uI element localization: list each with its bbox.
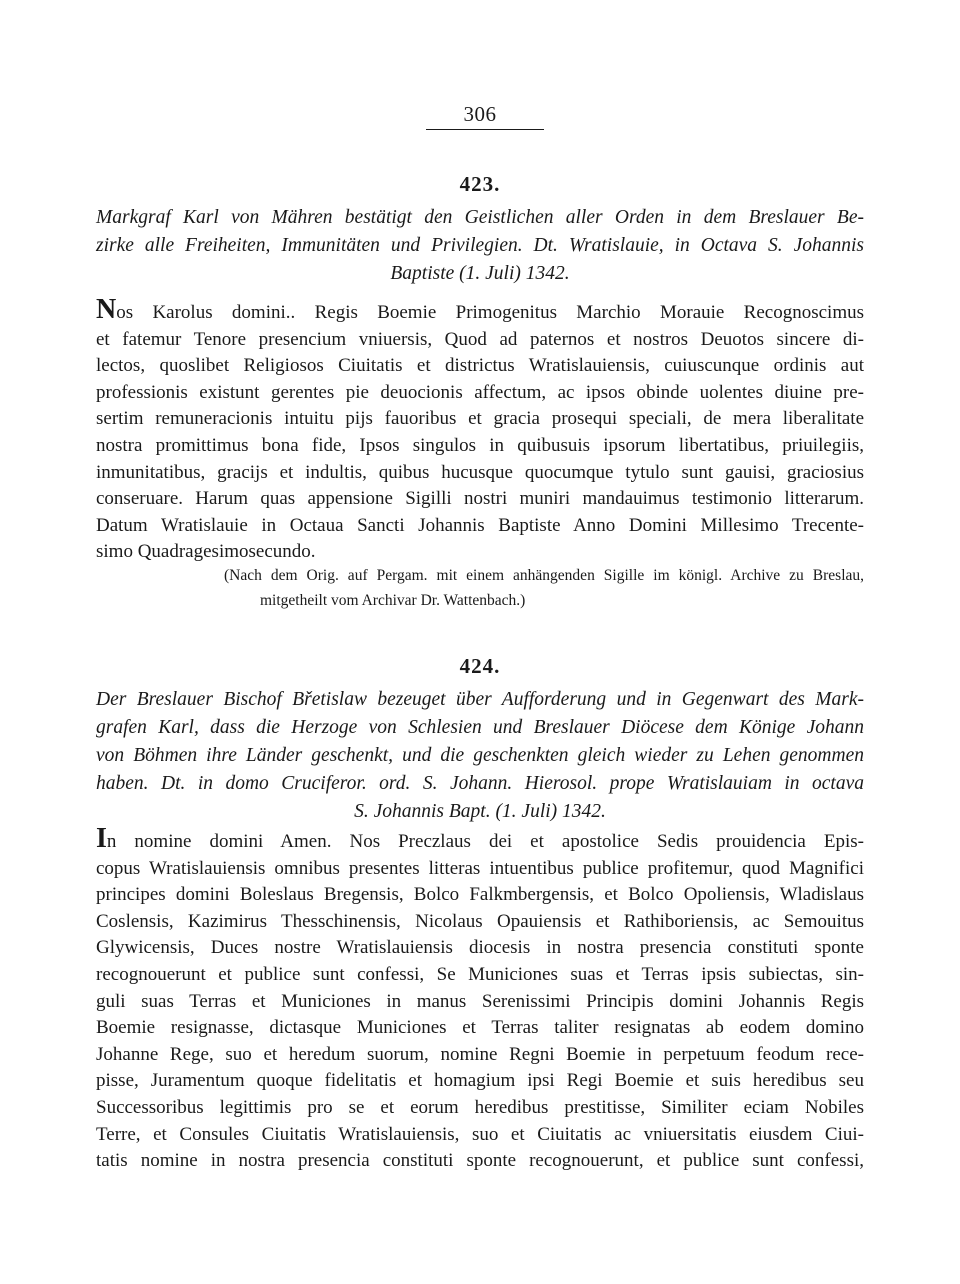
body-line: Coslensis, Kazimirus Thesschinensis, Nicolaus Opauiensis et Rathiboriensis, ac Semouitus [96, 910, 864, 932]
body-line [96, 294, 864, 327]
heading-line: S. Johannis Bapt. (1. Juli) 1342. [354, 801, 606, 822]
body-line-text: n nomine domini Amen. Nos Preczlaus dei et apostolice Sedis prouidencia Epis- [106, 831, 864, 852]
body-line-text: os Karolus domini.. Regis Boemie Primogenitus Marchio Morauie Recognoscimus [116, 302, 864, 323]
heading-line: zirke alle Freiheiten, Immunitäten und Privilegien. Dt. Wratislauie, in Octava S. Johannis [96, 235, 864, 256]
body-line: principes domini Boleslaus Bregensis, Bolco Falkmbergensis, et Bolco Opoliensis, Wladislaus [96, 884, 864, 906]
initial-letter: N [96, 294, 117, 325]
body-line [96, 823, 864, 856]
body-line: Boemie resignasse, dictasque Municiones et Terras taliter resignatas ab eodem domino [96, 1017, 864, 1039]
heading-line: grafen Karl, dass die Herzoge von Schlesien und Breslauer Diöcese dem Könige Johann [96, 717, 864, 738]
body-line: Datum Wratislauie in Octaua Sancti Johannis Baptiste Anno Domini Millesimo Trecente- [96, 514, 864, 536]
body-line: Successoribus legittimis pro se et eorum heredibus prestitisse, Similiter eciam Nobiles [96, 1096, 864, 1118]
heading-line: haben. Dt. in domo Cruciferor. ord. S. Johann. Hierosol. prope Wratislauiam in octava [96, 773, 864, 794]
page-number: 306 [463, 102, 497, 126]
body-line: Glywicensis, Duces nostre Wratislauiensis diocesis in nostra presencia constituti sponte [96, 937, 864, 959]
body-line: sertim remuneracionis intuitu pijs fauoribus et gracia prosequi speciali, de mera liberalitate [96, 408, 864, 430]
document-heading-424 [96, 686, 864, 826]
document-number-424: 424. [459, 654, 501, 678]
body-line: tatis nomine in nostra presencia constituti sponte recognouerunt, et publice sunt confessi, [96, 1150, 864, 1172]
body-line: copus Wratislauiensis omnibus presentes litteras intuentibus publice profitemur, quod Magnifici [96, 857, 864, 879]
body-line: nostra promittimus bona fide, Ipsos singulos in quibusuis ipsorum libertatibus, priuilegiis, [96, 434, 864, 456]
heading-line: von Böhmen ihre Länder geschenkt, und die geschenkten gleich wieder zu Lehen genommen [96, 745, 864, 766]
body-line: lectos, quoslibet Religiosos Ciuitatis et districtus Wratislauiensis, cuiuscunque ordinis aut [96, 355, 864, 377]
body-line: conseruare. Harum quas appensione Sigilli nostri muniri mandauimus testimonio litterarum. [96, 488, 864, 510]
note-line: (Nach dem Orig. auf Pergam. mit einem anhängenden Sigille im königl. Archive zu Breslau, [224, 567, 864, 584]
heading-line: Baptiste (1. Juli) 1342. [390, 263, 570, 284]
page-number-rule [426, 129, 544, 130]
note-line: mitgetheilt vom Archivar Dr. Wattenbach.) [260, 592, 526, 609]
document-number-423: 423. [459, 172, 501, 196]
body-line: Johanne Rege, suo et heredum suorum, nomine Regni Boemie in perpetuum feodum rece- [96, 1043, 864, 1065]
document-body-424 [96, 823, 864, 1175]
document-heading-423 [96, 204, 864, 288]
initial-letter: I [96, 823, 107, 854]
body-line: professionis existunt gerentes pie deuocionis affectum, ac ipsos obinde uolentes diuine pre- [96, 381, 864, 403]
body-line: inmunitatibus, gracijs et indultis, quibus hucusque quocumque tytulo sunt gauisi, graciosius [96, 461, 864, 483]
body-line: et fatemur Tenore presencium vniuersis, Quod ad paternos et nostros Deuotos sincere di- [96, 328, 864, 350]
body-line: Terre, et Consules Ciuitatis Wratislauiensis, suo et Ciuitatis ac vniuersitatis eiusdem Ciui- [96, 1123, 864, 1145]
heading-line: Der Breslauer Bischof Břetislaw bezeuget über Aufforderung und in Gegenwart des Mark- [96, 689, 864, 710]
source-note-423 [224, 563, 864, 613]
document-body-423 [96, 294, 864, 566]
body-line: pisse, Juramentum quoque fidelitatis et homagium ipsi Regi Boemie et suis heredibus seu [96, 1070, 864, 1092]
heading-line: Markgraf Karl von Mähren bestätigt den Geistlichen aller Orden in dem Breslauer Be- [96, 207, 864, 228]
body-line: recognouerunt et publice sunt confessi, Se Municiones suas et Terras ipsis subiectas, sin- [96, 963, 864, 985]
body-line: simo Quadragesimosecundo. [96, 541, 316, 563]
body-line: guli suas Terras et Municiones in manus Serenissimi Principis domini Johannis Regis [96, 990, 864, 1012]
